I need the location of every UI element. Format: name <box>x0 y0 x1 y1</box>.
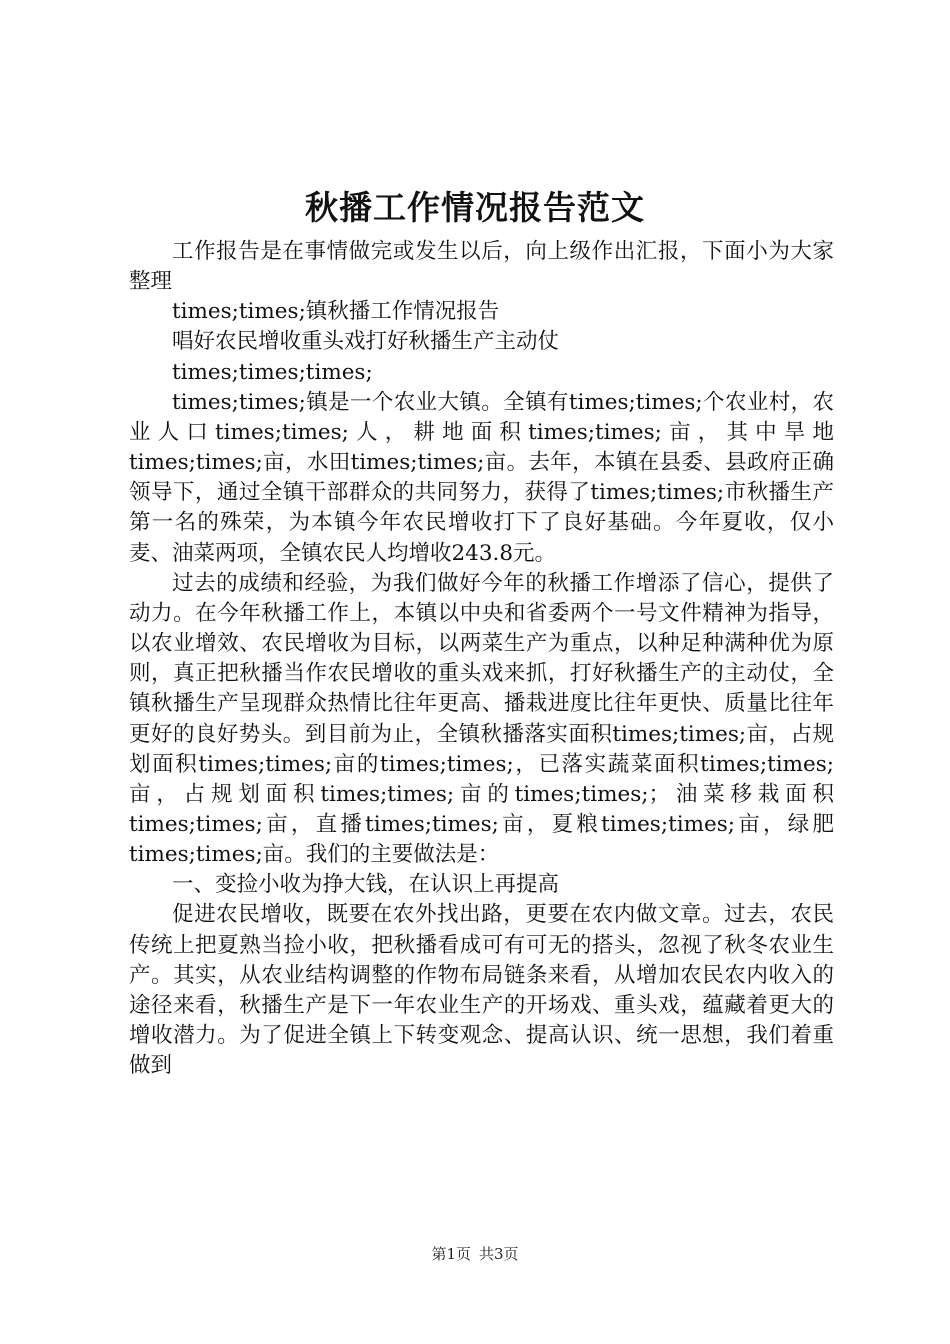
document-title: 秋播工作情况报告范文 <box>305 188 645 227</box>
document-body <box>129 237 834 1081</box>
body-paragraph: 促进农民增收，既要在农外找出路，更要在农内做文章。过去，农民传统上把夏熟当捡小收，把秋播看成可有可无的搭头，忽视了秋冬农业生产。其实，从农业结构调整的作物布局链条来看，从增加农民农内收入的途径来看，秋播生产是下一年农业生产的开场戏、重头戏，蕴藏着更大的增收潜力。为了促进全镇上下转变观念、提高认识、统一思想，我们着重做到 <box>129 902 834 1079</box>
page-footer <box>0 1242 950 1266</box>
page-number-total: 共3页 <box>479 1245 519 1263</box>
body-paragraph: times;times;times; <box>172 359 373 385</box>
body-paragraph: times;times;镇秋播工作情况报告 <box>172 299 500 325</box>
page-number-current: 第1页 <box>431 1245 471 1263</box>
body-paragraph: 工作报告是在事情做完或发生以后，向上级作出汇报，下面小为大家整理 <box>129 239 834 295</box>
section-heading: 一、变捡小收为挣大钱，在认识上再提高 <box>172 872 560 898</box>
body-paragraph: 过去的成绩和经验，为我们做好今年的秋播工作增添了信心，提供了动力。在今年秋播工作上，本镇以中央和省委两个一号文件精神为指导，以农业增效、农民增收为目标，以两菜生产为重点，以种足种满种优为原则，真正把秋播当作农民增收的重头戏来抓，打好秋播生产的主动仗，全镇秋播生产呈现群众热情比往年更高、播栽进度比往年更快、质量比往年更好的良好势头。到目前为止，全镇秋播落实面积times;times;亩，占规划面积times;times;亩的times;times;，已落实蔬菜面积times;times;亩，占规划面积times;times;亩的times;times;；油菜移栽面积times;times;亩，直播times;times;亩，夏粮times;times;亩，绿肥times;times;亩。我们的主要做法是： <box>129 570 834 868</box>
body-paragraph: 唱好农民增收重头戏打好秋播生产主动仗 <box>172 329 560 355</box>
body-paragraph: times;times;镇是一个农业大镇。全镇有times;times;个农业村，农业人口times;times;人，耕地面积times;times;亩，其中旱地times;times;亩，水田times;times;亩。去年，本镇在县委、县政府正确领导下，通过全镇干部群众的共同努力，获得了times;times;市秋播生产第一名的殊荣，为本镇今年农民增收打下了良好基础。今年夏收，仅小麦、油菜两项，全镇农民人均增收243.8元。 <box>129 389 834 566</box>
